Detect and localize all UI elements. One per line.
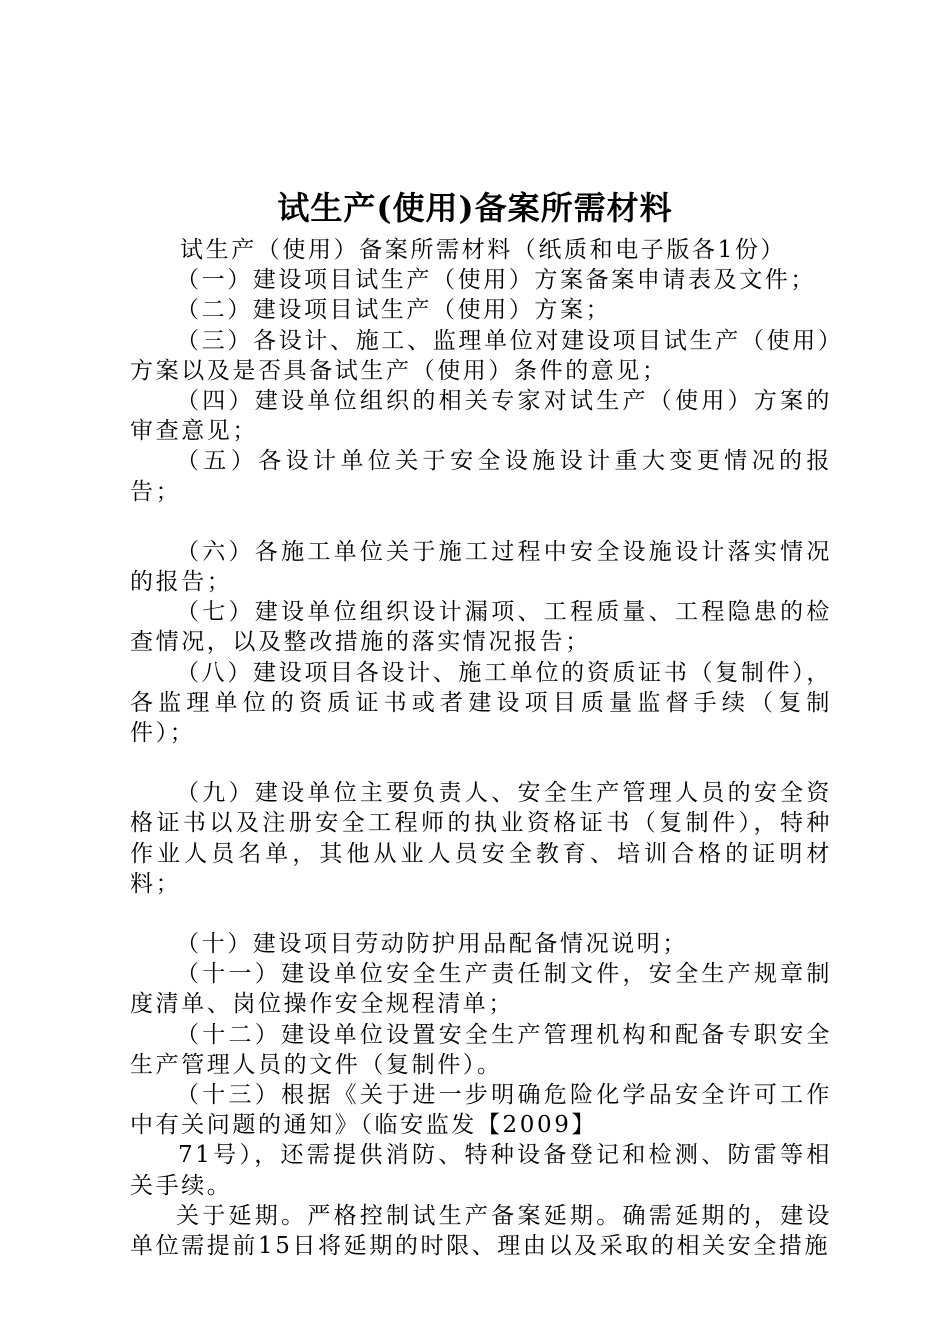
- paragraph-item-1: （一）建设项目试生产（使用）方案备案申请表及文件；: [176, 267, 816, 294]
- paragraph-item-7: （七）建设单位组织设计漏项、工程质量、工程隐患的检查情况，以及整改措施的落实情况报告；: [130, 599, 832, 656]
- paragraph-item-4: （四）建设单位组织的相关专家对试生产（使用）方案的审查意见；: [130, 388, 832, 445]
- paragraph-item-8: （八）建设项目各设计、施工单位的资质证书（复制件），各监理单位的资质证书或者建设项目质量监督手续（复制件）；: [130, 659, 832, 747]
- paragraph-item-2: （二）建设项目试生产（使用）方案；: [176, 297, 612, 324]
- paragraph-extension: 关于延期。严格控制试生产备案延期。确需延期的，建设单位需提前15日将延期的时限、理由以及采取的相关安全措施: [130, 1202, 832, 1260]
- paragraph-item-10: （十）建设项目劳动防护用品配备情况说明；: [176, 931, 688, 958]
- paragraph-item-13-continued: 71号），还需提供消防、特种设备登记和检测、防雷等相关手续。: [130, 1142, 832, 1199]
- paragraph-item-3: （三）各设计、施工、监理单位对建设项目试生产（使用）方案以及是否具备试生产（使用）条件的意见；: [130, 327, 832, 384]
- paragraph-intro: 试生产（使用）备案所需材料（纸质和电子版各1份）: [180, 237, 787, 263]
- document-body: [130, 235, 832, 1261]
- paragraph-item-5: （五）各设计单位关于安全设施设计重大变更情况的报告；: [130, 448, 832, 505]
- paragraph-item-13: （十三）根据《关于进一步明确危险化学品安全许可工作中有关问题的通知》（临安监发【2009】: [130, 1082, 832, 1139]
- paragraph-item-12: （十二）建设单位设置安全生产管理机构和配备专职安全生产管理人员的文件（复制件）。: [130, 1021, 832, 1078]
- paragraph-item-11: （十一）建设单位安全生产责任制文件，安全生产规章制度清单、岗位操作安全规程清单；: [130, 961, 832, 1018]
- paragraph-item-6: （六）各施工单位关于施工过程中安全设施设计落实情况的报告；: [130, 538, 832, 596]
- page-title: 试生产(使用)备案所需材料: [277, 189, 673, 227]
- paragraph-item-9: （九）建设单位主要负责人、安全生产管理人员的安全资格证书以及注册安全工程师的执业资格证书（复制件），特种作业人员名单，其他从业人员安全教育、培训合格的证明材料；: [130, 780, 832, 897]
